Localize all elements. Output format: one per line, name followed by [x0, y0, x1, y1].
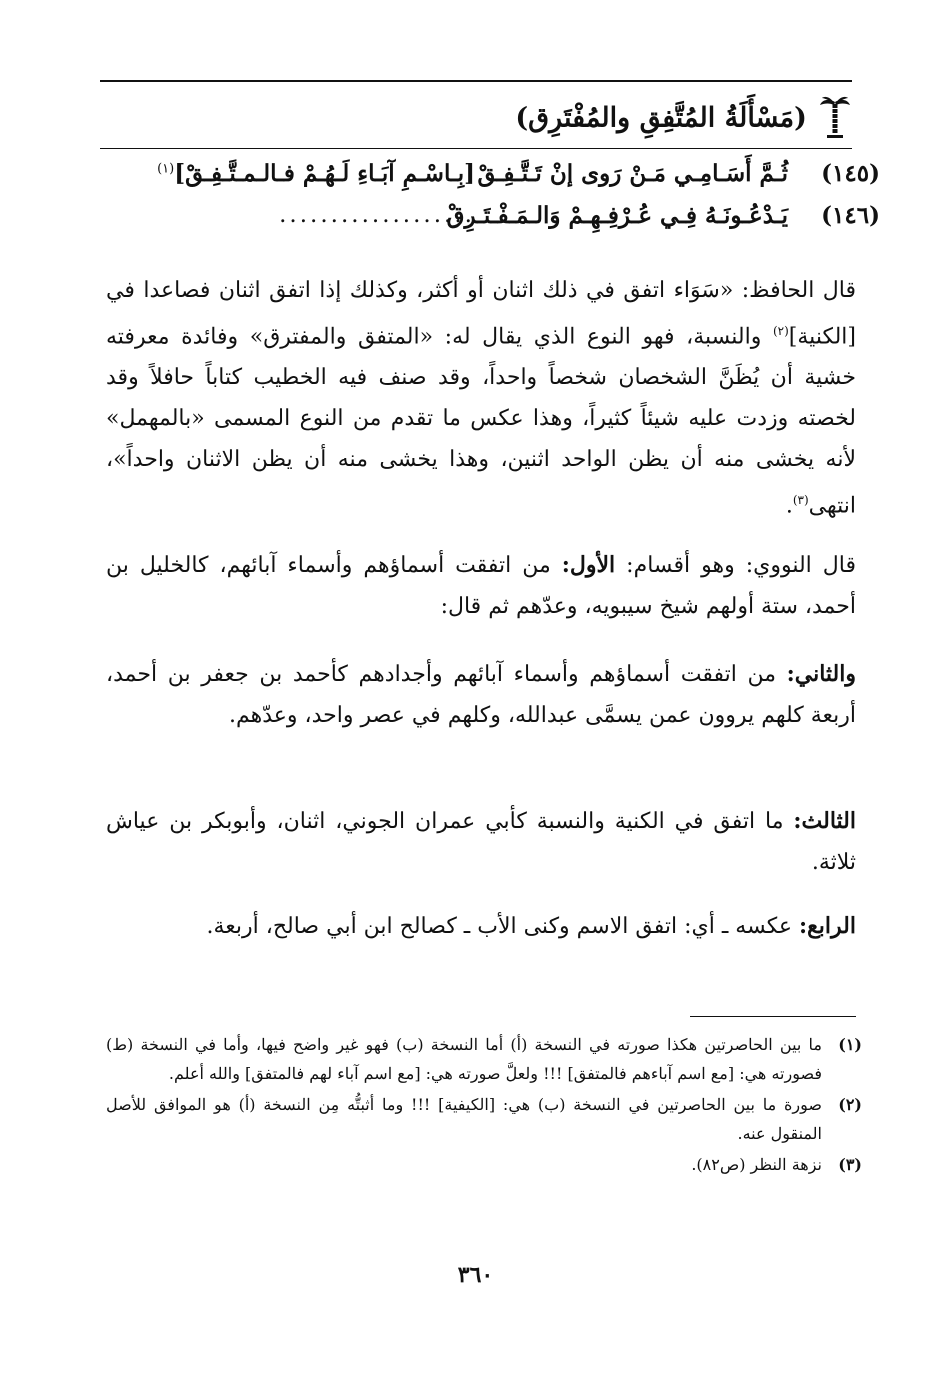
verse-145 — [100, 160, 880, 200]
paragraph-third — [106, 801, 856, 883]
paragraph-lead: قال النووي: وهو أقسام: — [615, 553, 856, 578]
paragraph-text: والنسبة، فهو النوع الذي يقال له: «المتفق والمفترق» وفائدة معرفته خشية أن يُظَنَّ الشخصان شخصاً واحداً، وقد صنف فيه الخطيب كتاباً حافلاً وقد لخصته وزدت عليه شيئاً كثيراً، وهذا عكس ما تقدم من النوع المسمى «بالمهمل» لأنه يخشى منه أن يظن الواحد اثنين، وهذا يخشى منه أن يظن الاثنان واحداً»، انتهى — [106, 324, 856, 519]
section-heading — [100, 96, 852, 140]
footnote-ref: (٢) — [772, 324, 789, 338]
footnote-number: (٢) — [838, 1095, 862, 1114]
footnote-number: (١) — [838, 1035, 862, 1054]
paragraph-text: . — [785, 493, 793, 519]
footnote-text: ما بين الحاصرتين هكذا صورته في النسخة (أ) أما النسخة (ب) فهو غير واضح فيها، وأما في النسخة (ط) فصورته هي: [مع اسم آباءهم فالمتفق] !!! ولعلَّ صورته هي: [مع اسم آباء لهم فالمتفق] والله أعلم. — [106, 1035, 822, 1083]
footnote-separator — [690, 1016, 856, 1017]
paragraph-text: من اتفقت أسماؤهم وأسماء آبائهم وأجدادهم كأحمد بن جعفر بن أحمد، أربعة كلهم يروون عمن يسمَّى عبدالله، وكلهم في عصر واحد، وعدّهم. — [106, 662, 856, 728]
footnote-number: (٣) — [838, 1155, 862, 1174]
verse-hemistich-first: ثُـمَّ أَسَـامِـي مَـنْ رَوى إنْ تَـتَّـفِـقْ — [477, 160, 788, 187]
verse-hemistich-second-text: [بِـاسْـمِ آبَـاءِ لَـهُـمْ فـالـمـتَّـفِـقْ] — [174, 160, 475, 187]
heading-title: (مَسْأَلَةُ المُتَّفِقِ والمُفْتَرِق) — [515, 102, 807, 134]
verse-hemistich-first: يَـدْعُـونَـهُ فِـي عُـرْفِـهِـمْ وَالـمَـفْـتَـرِقْ — [446, 202, 788, 229]
paragraph-text: عكسه ـ أي: اتفق الاسم وكنى الأب ـ كصالح ابن أبي صالح، أربعة. — [206, 914, 799, 939]
verse-146 — [100, 202, 880, 242]
palm-tree-icon — [818, 96, 852, 140]
section-label: الأول: — [561, 552, 616, 578]
footnote-item — [106, 1030, 862, 1088]
footnote-item — [106, 1090, 862, 1148]
paragraph-text: قال الحافظ: «سَوَاء اتفق في ذلك اثنان أو أكثر، وكذلك إذا اتفق اثنان فصاعدا في [الكنية] — [106, 278, 856, 350]
paragraph-text: من اتفقت أسماؤهم وأسماء آبائهم، كالخليل بن أحمد، ستة أولهم شيخ سيبويه، وعدّهم ثم قال: — [106, 553, 856, 619]
page-number: ٣٦٠ — [457, 1262, 494, 1288]
section-label: الثالث: — [793, 808, 856, 834]
paragraph-second — [106, 654, 856, 736]
footnote-text: صورة ما بين الحاصرتين في النسخة (ب) هي: [الكيفية] !!! وما أثبتُّه مِن النسخة (أ) هو الموافق للأصل المنقول عنه. — [106, 1095, 822, 1143]
paragraph-fourth — [106, 906, 856, 947]
verse-number: (١٤٥) — [821, 160, 880, 187]
paragraph-text: ما اتفق في الكنية والنسبة كأبي عمران الجوني، اثنان، وأبوبكر بن عياش ثلاثة. — [106, 809, 856, 875]
top-rule — [100, 80, 852, 82]
footnotes — [106, 1030, 862, 1181]
footnote-item — [106, 1150, 862, 1179]
footnote-text: نزهة النظر (ص٨٢). — [691, 1155, 822, 1174]
footnote-ref: (١) — [157, 161, 175, 177]
section-label: الرابع: — [798, 913, 856, 939]
footnote-ref: (٣) — [792, 493, 809, 508]
paragraph-hafiz-quote — [106, 270, 856, 527]
paragraph-nawawi — [106, 545, 856, 627]
verse-hemistich-second — [157, 160, 475, 187]
heading-rule — [100, 148, 852, 149]
verse-number: (١٤٦) — [821, 202, 880, 229]
section-label: والثاني: — [786, 661, 856, 687]
verse-hemistich-dots: ................... — [279, 202, 475, 228]
